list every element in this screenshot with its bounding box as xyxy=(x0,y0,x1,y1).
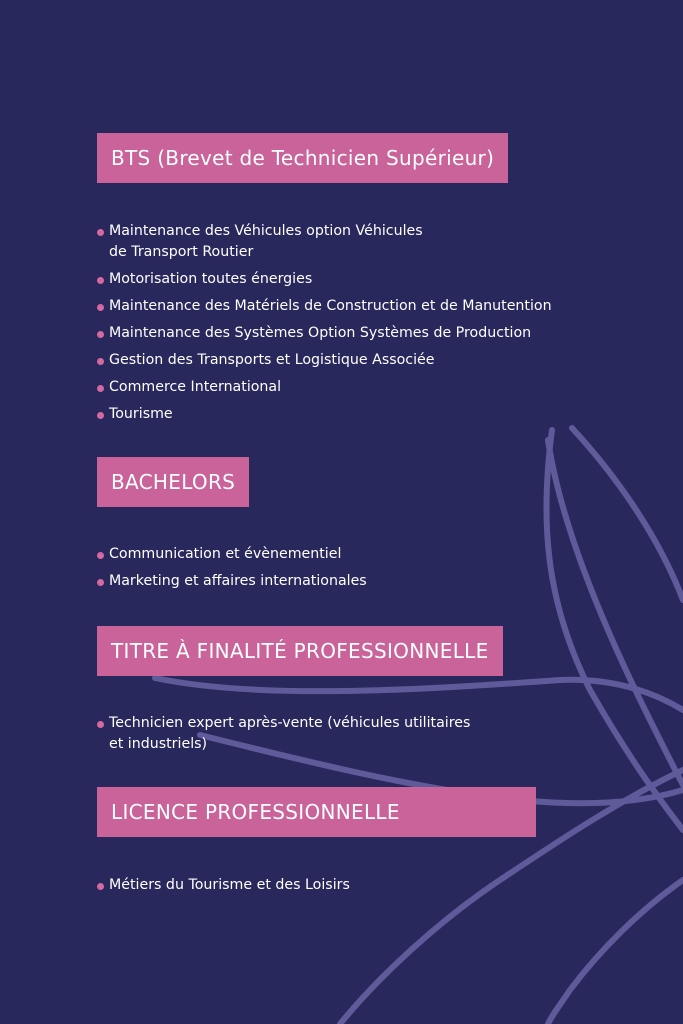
bullet-icon xyxy=(97,552,104,559)
list-item-label: Tourisme xyxy=(109,406,173,422)
list-item xyxy=(97,221,617,263)
list-item-label: Maintenance des Véhicules option Véhicules de Transport Routier xyxy=(109,223,423,260)
list-item-label: Motorisation toutes énergies xyxy=(109,271,313,287)
list-item-label: Technicien expert après-vente (véhicules utilitaires et industriels) xyxy=(109,715,471,752)
list-item-label: Commerce International xyxy=(109,379,282,395)
bullet-icon xyxy=(97,721,104,728)
list-item-label: Gestion des Transports et Logistique Associée xyxy=(109,352,435,368)
section-title-bts: BTS (Brevet de Technicien Supérieur) xyxy=(97,133,508,183)
list-item xyxy=(97,875,617,896)
bullet-icon xyxy=(97,883,104,890)
list-item-label: Marketing et affaires internationales xyxy=(109,573,367,589)
list-item xyxy=(97,404,617,425)
bullet-icon xyxy=(97,579,104,586)
list-item-label: Métiers du Tourisme et des Loisirs xyxy=(109,877,350,893)
bullet-icon xyxy=(97,277,104,284)
list-item xyxy=(97,350,617,371)
list-item-label: Maintenance des Systèmes Option Systèmes de Production xyxy=(109,325,532,341)
list-item xyxy=(97,269,617,290)
bullet-icon xyxy=(97,331,104,338)
list-item xyxy=(97,713,617,755)
list-item xyxy=(97,296,617,317)
section-title-bachelors: BACHELORS xyxy=(97,457,249,507)
bullet-icon xyxy=(97,229,104,236)
licence-list xyxy=(97,875,617,902)
list-item-label: Communication et évènementiel xyxy=(109,546,342,562)
bts-list xyxy=(97,221,617,431)
list-item xyxy=(97,544,617,565)
list-item xyxy=(97,571,617,592)
bullet-icon xyxy=(97,358,104,365)
list-item xyxy=(97,323,617,344)
bullet-icon xyxy=(97,385,104,392)
section-title-titre: TITRE À FINALITÉ PROFESSIONNELLE xyxy=(97,626,503,676)
bullet-icon xyxy=(97,304,104,311)
section-title-licence: LICENCE PROFESSIONNELLE xyxy=(97,787,536,837)
list-item-label: Maintenance des Matériels de Construction et de Manutention xyxy=(109,298,552,314)
bachelors-list xyxy=(97,544,617,598)
bullet-icon xyxy=(97,412,104,419)
titre-list xyxy=(97,713,617,761)
list-item xyxy=(97,377,617,398)
